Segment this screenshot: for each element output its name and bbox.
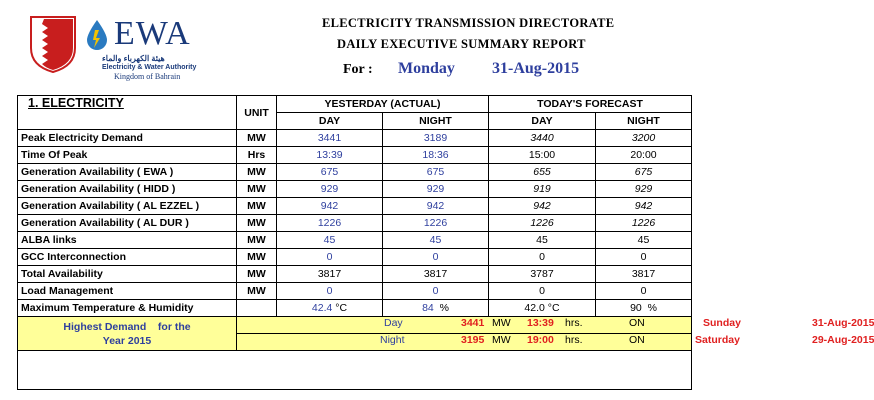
highest-day-cell [237,317,874,334]
yesterday-night-value: 0 [383,249,489,266]
highest-label-line2: Year 2015 [102,334,152,347]
yesterday-day-header: DAY [277,113,383,130]
yesterday-day-value: 0 [277,249,383,266]
highest-night-value: 3195 [461,334,485,346]
row-unit: MW [237,215,277,232]
highest-night-weekday: Saturday [695,334,740,346]
temperature-row [18,300,692,317]
today-day-value: 0 [489,249,596,266]
row-unit: MW [237,181,277,198]
bahrain-shield-icon [28,14,78,74]
today-night-value: 929 [596,181,692,198]
data-row [18,215,692,232]
yesterday-header: YESTERDAY (ACTUAL) [277,96,489,113]
unit-header: UNIT [237,96,277,130]
row-unit: MW [237,266,277,283]
today-day-value: 3440 [489,130,596,147]
yesterday-night-value: 929 [383,181,489,198]
yesterday-night-value: 675 [383,164,489,181]
yesterday-day-value: 3441 [277,130,383,147]
today-day-value: 1226 [489,215,596,232]
temp-unit: °C [547,302,560,314]
row-label: Generation Availability ( EWA ) [18,164,237,181]
electricity-table [17,95,874,390]
today-day-value: 919 [489,181,596,198]
yesterday-night-value: 1226 [383,215,489,232]
row-unit: MW [237,232,277,249]
for-label: For : [343,62,373,77]
today-day-value: 0 [489,283,596,300]
yesterday-night-value: 3817 [383,266,489,283]
row-label: GCC Interconnection [18,249,237,266]
row-label: Maximum Temperature & Humidity [18,300,237,317]
yesterday-day-value: 942 [277,198,383,215]
today-humidity [596,300,692,317]
row-unit: MW [237,198,277,215]
data-row [18,164,692,181]
temp-value: 42.4 [311,302,333,314]
highest-day-period: Day [384,317,403,329]
row-label: Generation Availability ( HIDD ) [18,181,237,198]
row-label: Peak Electricity Demand [18,130,237,147]
yesterday-day-value: 13:39 [277,147,383,164]
report-day: Monday [398,60,455,77]
highest-demand-label [18,317,237,351]
blank-cell [18,351,692,390]
data-row [18,147,692,164]
report-date: 31-Aug-2015 [492,60,580,77]
water-drop-icon [84,18,110,52]
today-night-value: 3817 [596,266,692,283]
hum-value: 84 [422,302,434,314]
row-unit: MW [237,130,277,147]
highest-day-unit: MW [492,317,511,329]
row-unit [237,300,277,317]
logo-english-text: Electricity & Water Authority [102,64,197,71]
data-row [18,130,692,147]
yesterday-night-value: 45 [383,232,489,249]
highest-day-value: 3441 [461,317,485,329]
data-row [18,198,692,215]
highest-night-period: Night [380,334,405,346]
row-unit: Hrs [237,147,277,164]
yesterday-temperature [277,300,383,317]
today-night-value: 0 [596,249,692,266]
today-day-header: DAY [489,113,596,130]
row-label: Total Availability [18,266,237,283]
yesterday-night-value: 18:36 [383,147,489,164]
highest-night-unit: MW [492,334,511,346]
highest-night-hrs: hrs. [565,334,583,346]
row-label: Time Of Peak [18,147,237,164]
today-temperature [489,300,596,317]
highest-day-on: ON [629,317,645,329]
hum-value: 90 [630,302,642,314]
section-title: 1. ELECTRICITY [28,96,124,110]
logo-arabic-text: هيئة الكهرباء والماء [102,54,165,63]
highest-label-line1: Highest Demand for the [63,320,191,333]
highest-night-time: 19:00 [527,334,554,346]
today-night-header: NIGHT [596,113,692,130]
yesterday-day-value: 0 [277,283,383,300]
directorate-title: ELECTRICITY TRANSMISSION DIRECTORATE [322,16,615,30]
report-title: DAILY EXECUTIVE SUMMARY REPORT [337,37,586,51]
row-unit: MW [237,164,277,181]
highest-night-cell [237,334,874,351]
row-label: Load Management [18,283,237,300]
today-night-value: 1226 [596,215,692,232]
ewa-logo [28,14,228,81]
row-label: Generation Availability ( AL EZZEL ) [18,198,237,215]
today-night-value: 0 [596,283,692,300]
highest-night-date: 29-Aug-2015 [812,334,874,346]
today-day-value: 942 [489,198,596,215]
logo-ewa-text: EWA [114,15,191,52]
yesterday-night-value: 3189 [383,130,489,147]
yesterday-day-value: 3817 [277,266,383,283]
today-forecast-header: TODAY'S FORECAST [489,96,692,113]
today-night-value: 20:00 [596,147,692,164]
yesterday-night-value: 0 [383,283,489,300]
yesterday-night-header: NIGHT [383,113,489,130]
highest-day-date: 31-Aug-2015 [812,317,874,329]
highest-day-weekday: Sunday [703,317,741,329]
hum-unit: % [439,302,449,314]
logo-kingdom-text: Kingdom of Bahrain [114,72,181,81]
data-row [18,283,692,300]
today-day-value: 3787 [489,266,596,283]
temp-value: 42.0 [524,302,545,314]
highest-demand-day-row [18,317,692,334]
yesterday-day-value: 929 [277,181,383,198]
blank-row [18,351,692,390]
data-row [18,232,692,249]
yesterday-humidity [383,300,489,317]
data-row [18,181,692,198]
today-day-value: 15:00 [489,147,596,164]
highest-day-hrs: hrs. [565,317,583,329]
yesterday-day-value: 45 [277,232,383,249]
highest-day-time: 13:39 [527,317,554,329]
data-row [18,266,692,283]
today-night-value: 3200 [596,130,692,147]
today-night-value: 942 [596,198,692,215]
row-label: Generation Availability ( AL DUR ) [18,215,237,232]
hum-unit: % [647,302,657,314]
today-night-value: 45 [596,232,692,249]
temp-unit: °C [335,302,348,314]
yesterday-night-value: 942 [383,198,489,215]
highest-night-on: ON [629,334,645,346]
row-unit: MW [237,283,277,300]
today-day-value: 655 [489,164,596,181]
today-night-value: 675 [596,164,692,181]
row-label: ALBA links [18,232,237,249]
data-row [18,249,692,266]
yesterday-day-value: 675 [277,164,383,181]
today-day-value: 45 [489,232,596,249]
yesterday-day-value: 1226 [277,215,383,232]
row-unit: MW [237,249,277,266]
